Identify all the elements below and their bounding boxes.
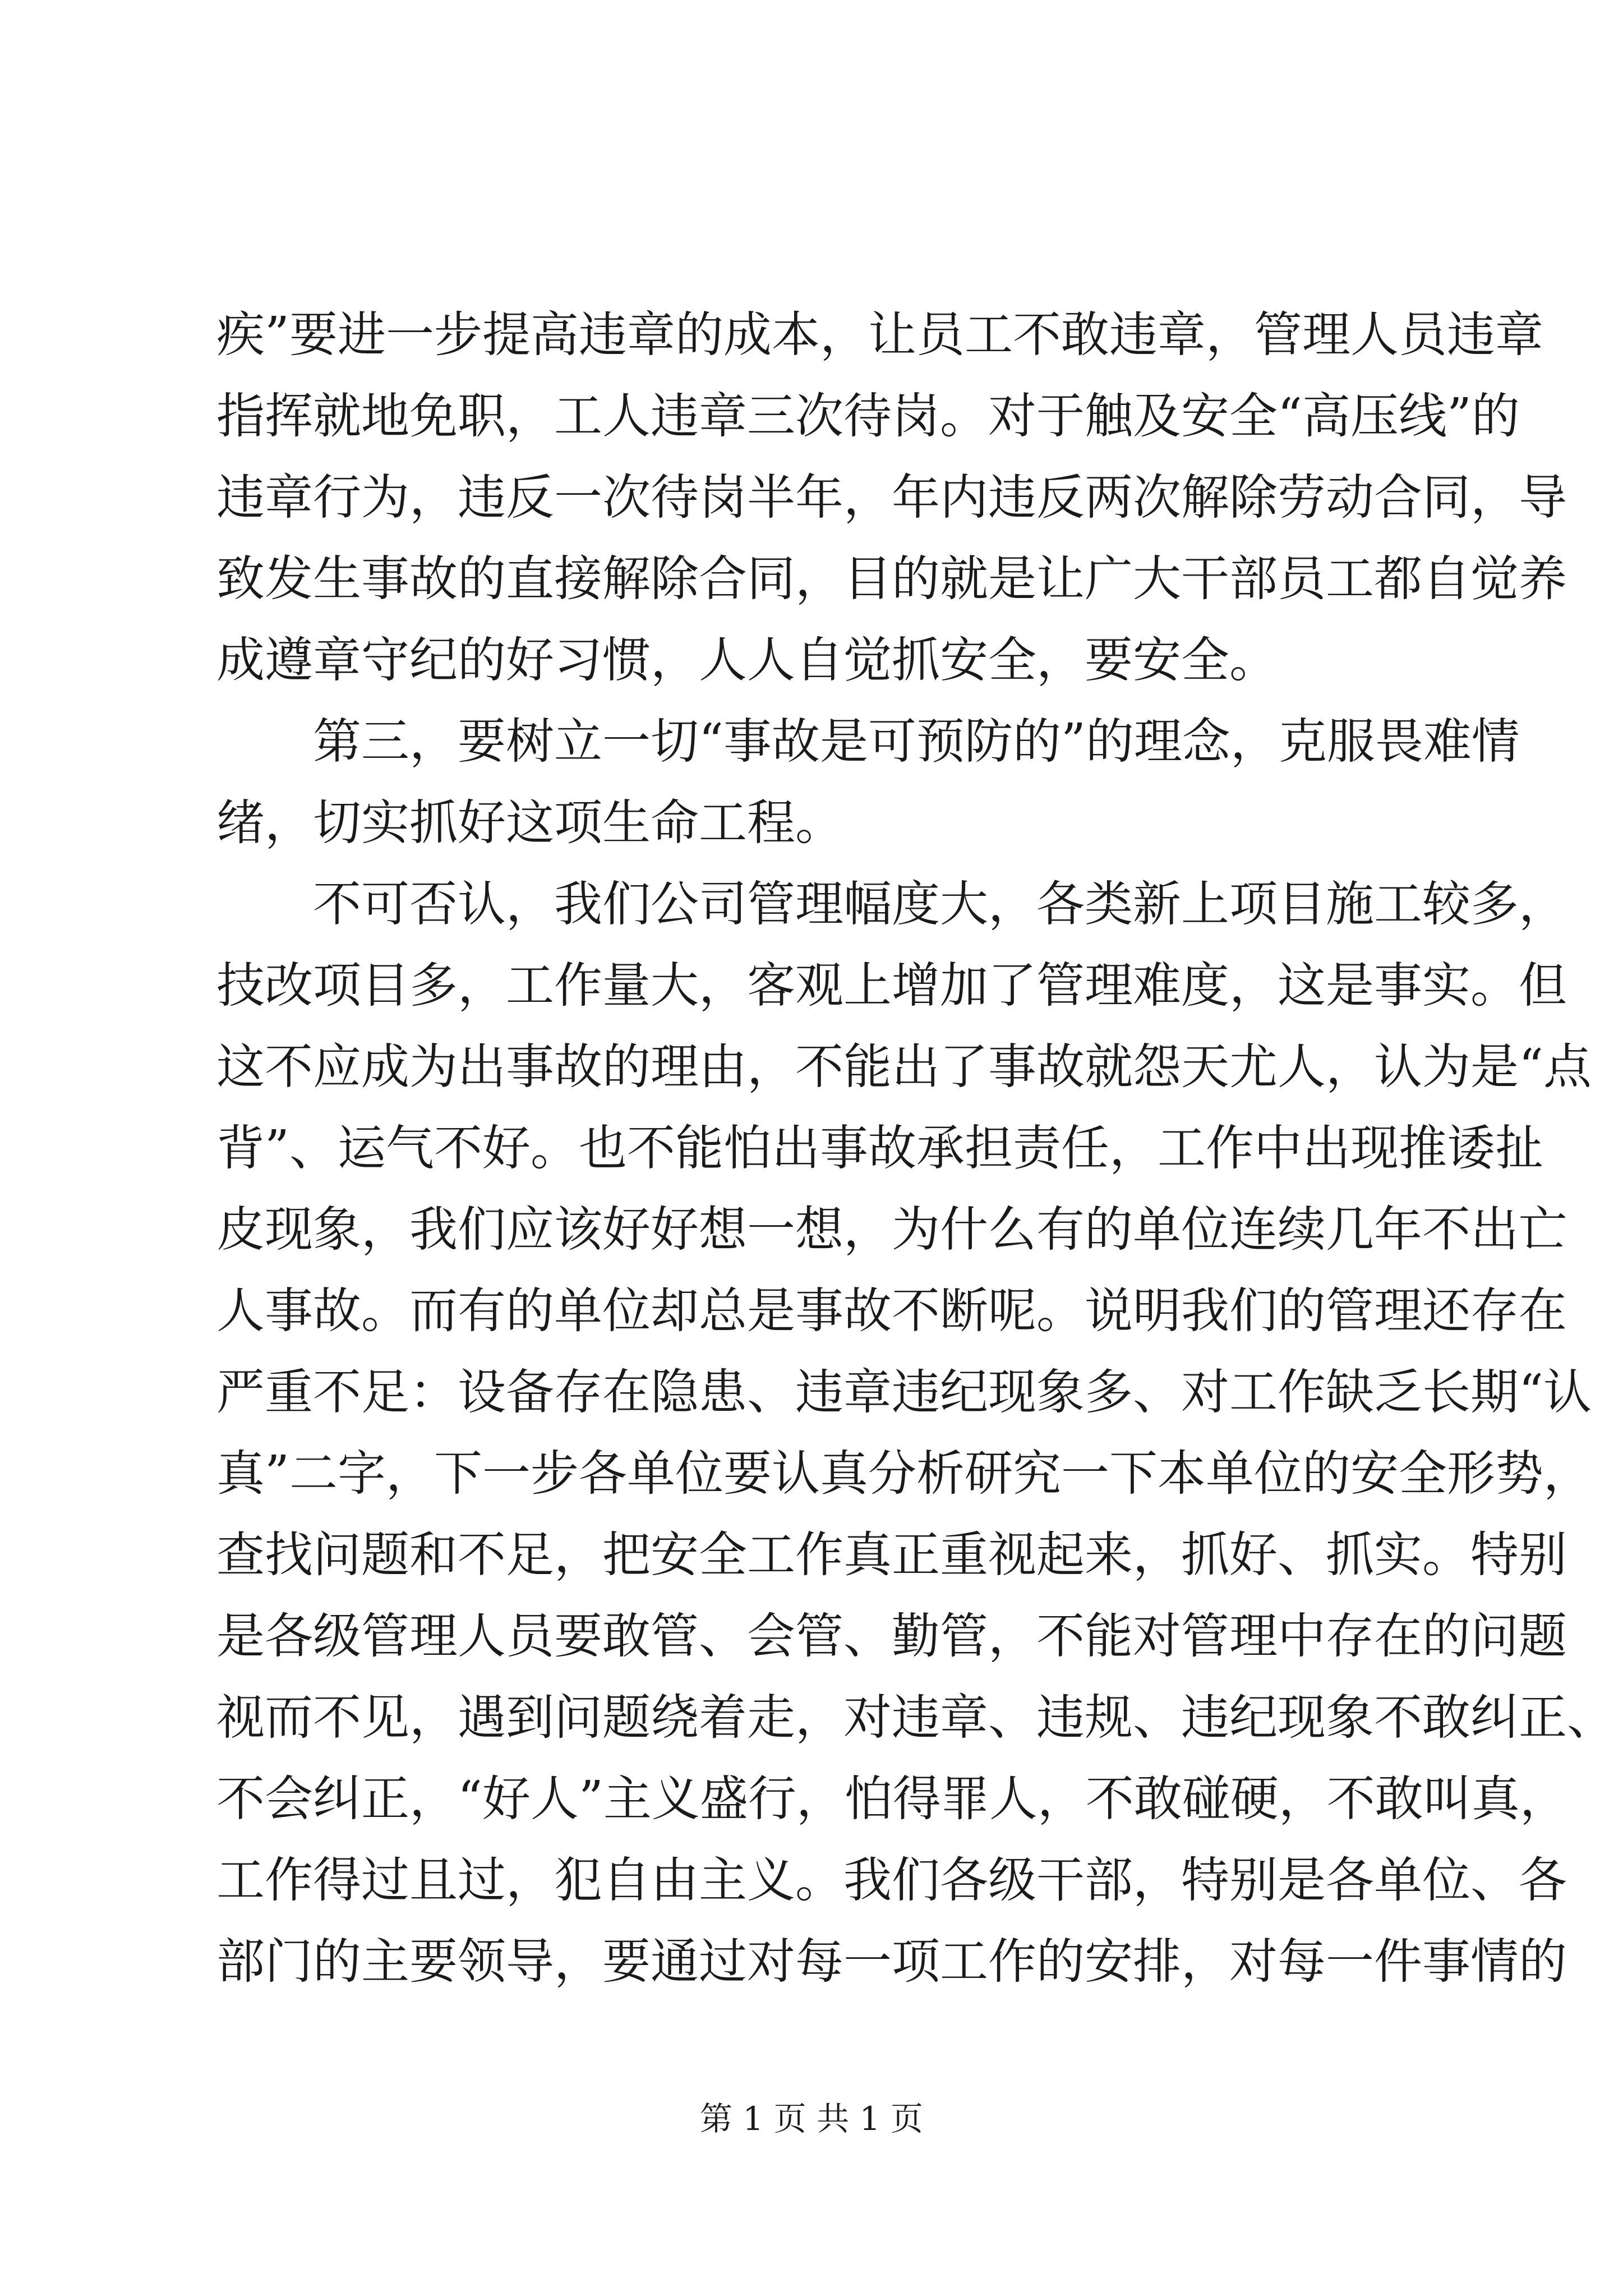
text-line: 真”二字，下一步各单位要认真分析研究一下本单位的安全形势， [216, 1446, 1592, 1502]
text-line: 致发生事故的直接解除合同，目的就是让广大干部员工都自觉养 [216, 551, 1567, 607]
text-line: 皮现象，我们应该好好想一想，为什么有的单位连续几年不出亡 [216, 1202, 1567, 1258]
text-line: 工作得过且过，犯自由主义。我们各级干部，特别是各单位、各 [216, 1852, 1567, 1908]
text-line: 部门的主要领导，要通过对每一项工作的安排，对每一件事情的 [216, 1934, 1567, 1990]
text-line: 严重不足：设备存在隐患、违章违纪现象多、对工作缺乏长期“认 [216, 1364, 1592, 1420]
text-line: 成遵章守纪的好习惯，人人自觉抓安全，要安全。 [216, 632, 1278, 688]
page-footer: 第 1 页 共 1 页 [700, 2100, 923, 2138]
text-line: 指挥就地免职，工人违章三次待岗。对于触及安全“高压线”的 [216, 388, 1520, 444]
text-line: 第三，要树立一切“事故是可预防的”的理念，克服畏难情 [216, 714, 1520, 770]
text-line: 不可否认，我们公司管理幅度大，各类新上项目施工较多， [216, 876, 1567, 932]
text-line: 不会纠正，“好人”主义盛行，怕得罪人，不敢碰硬，不敢叫真， [216, 1771, 1568, 1827]
text-line: 视而不见，遇到问题绕着走，对违章、违规、违纪现象不敢纠正、 [216, 1690, 1615, 1746]
text-line: 背”、运气不好。也不能怕出事故承担责任，工作中出现推诿扯 [216, 1120, 1543, 1176]
text-line: 违章行为，违反一次待岗半年，年内违反两次解除劳动合同，导 [216, 470, 1567, 526]
text-line: 疾”要进一步提高违章的成本，让员工不敢违章，管理人员违章 [216, 307, 1543, 363]
document-body [216, 295, 1615, 2003]
text-line: 技改项目多，工作量大，客观上增加了管理难度，这是事实。但 [216, 958, 1567, 1014]
text-line: 绪，切实抓好这项生命工程。 [216, 795, 843, 851]
text-line: 这不应成为出事故的理由，不能出了事故就怨天尤人，认为是“点 [216, 1039, 1592, 1095]
text-line: 人事故。而有的单位却总是事故不断呢。说明我们的管理还存在 [216, 1283, 1567, 1339]
text-line: 查找问题和不足，把安全工作真正重视起来，抓好、抓实。特别 [216, 1527, 1567, 1583]
text-line: 是各级管理人员要敢管、会管、勤管，不能对管理中存在的问题 [216, 1608, 1567, 1664]
